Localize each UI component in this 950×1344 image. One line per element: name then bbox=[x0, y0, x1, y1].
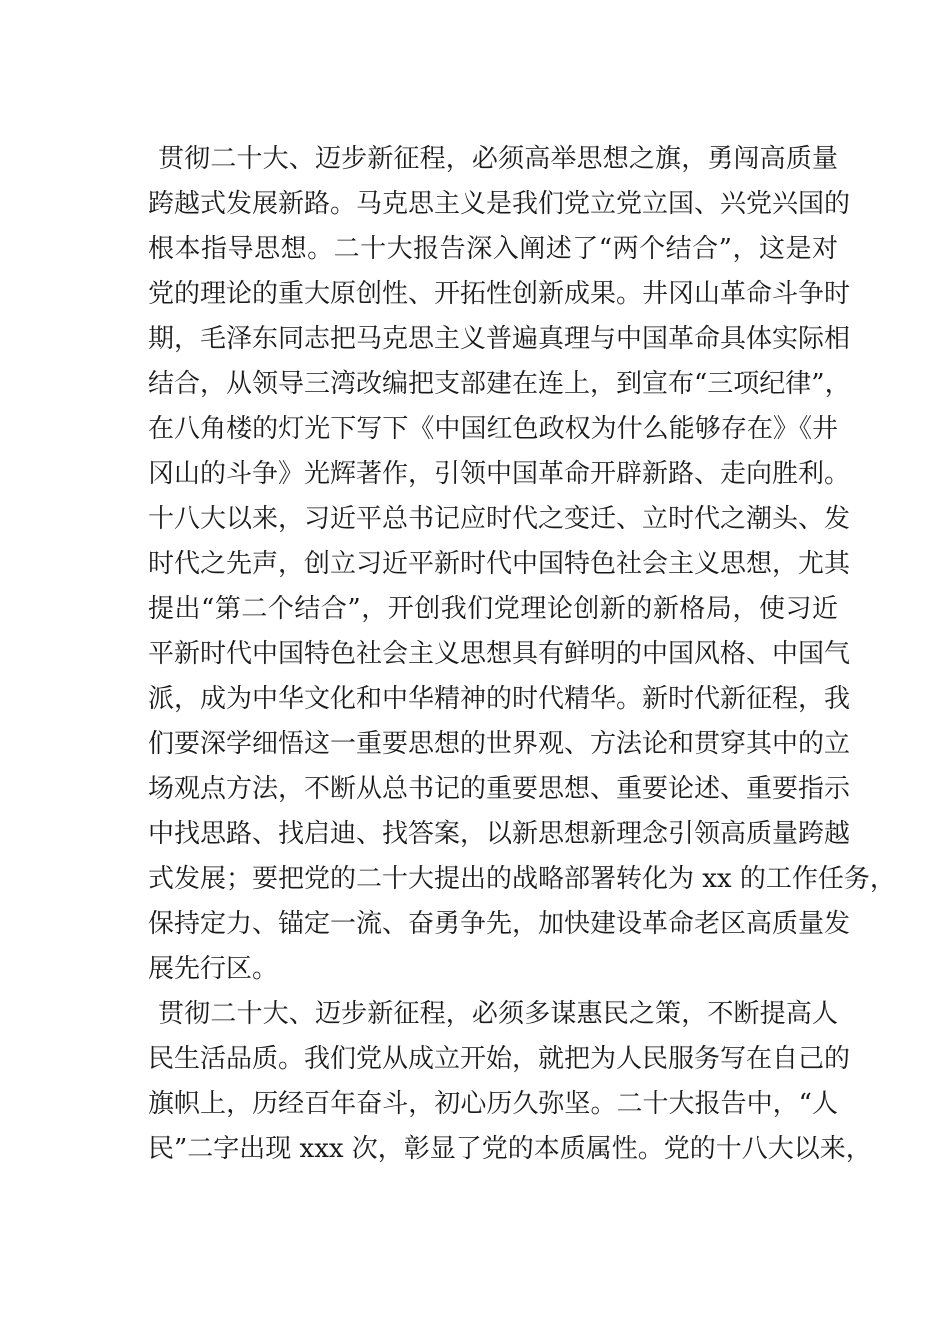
text-line: 派，成为中华文化和中华精神的时代精华。新时代新征程，我 bbox=[148, 684, 851, 714]
text-line: 民”二字出现 xxx 次，彰显了党的本质属性。党的十八大以来， bbox=[148, 1134, 872, 1164]
paragraph-1 bbox=[148, 137, 896, 992]
text-line: 场观点方法，不断从总书记的重要思想、重要论述、重要指示 bbox=[148, 774, 851, 804]
text-line: 保持定力、锚定一流、奋勇争先，加快建设革命老区高质量发 bbox=[148, 909, 851, 939]
text-line: 跨越式发展新路。马克思主义是我们党立党立国、兴党兴国的 bbox=[148, 189, 851, 219]
paragraph-2 bbox=[148, 992, 872, 1172]
text-line: 中找思路、找启迪、找答案，以新思想新理念引领高质量跨越 bbox=[148, 819, 851, 849]
text-line: 冈山的斗争》光辉著作，引领中国革命开辟新路、走向胜利。 bbox=[148, 459, 851, 489]
text-line: 贯彻二十大、迈步新征程，必须高举思想之旗，勇闯高质量 bbox=[158, 144, 838, 174]
text-line: 根本指导思想。二十大报告深入阐述了“两个结合”，这是对 bbox=[148, 234, 838, 264]
text-line: 们要深学细悟这一重要思想的世界观、方法论和贯穿其中的立 bbox=[148, 729, 851, 759]
text-line: 式发展；要把党的二十大提出的战略部署转化为 xx 的工作任务， bbox=[148, 864, 896, 894]
text-line: 结合，从领导三湾改编把支部建在连上，到宣布“三项纪律”， bbox=[148, 369, 851, 399]
text-line: 民生活品质。我们党从成立开始，就把为人民服务写在自己的 bbox=[148, 1044, 851, 1074]
text-line: 旗帜上，历经百年奋斗，初心历久弥坚。二十大报告中，“人 bbox=[148, 1089, 838, 1119]
document-body bbox=[148, 137, 896, 1172]
text-line: 提出“第二个结合”，开创我们党理论创新的新格局，使习近 bbox=[148, 594, 838, 624]
text-line: 在八角楼的灯光下写下《中国红色政权为什么能够存在》《井 bbox=[148, 414, 838, 444]
text-line: 党的理论的重大原创性、开拓性创新成果。井冈山革命斗争时 bbox=[148, 279, 851, 309]
text-line: 展先行区。 bbox=[148, 954, 279, 984]
text-line: 平新时代中国特色社会主义思想具有鲜明的中国风格、中国气 bbox=[148, 639, 851, 669]
text-line: 期，毛泽东同志把马克思主义普遍真理与中国革命具体实际相 bbox=[148, 324, 851, 354]
text-line: 十八大以来，习近平总书记应时代之变迁、立时代之潮头、发 bbox=[148, 504, 851, 534]
text-line: 贯彻二十大、迈步新征程，必须多谋惠民之策，不断提高人 bbox=[158, 999, 838, 1029]
text-line: 时代之先声，创立习近平新时代中国特色社会主义思想，尤其 bbox=[148, 549, 851, 579]
